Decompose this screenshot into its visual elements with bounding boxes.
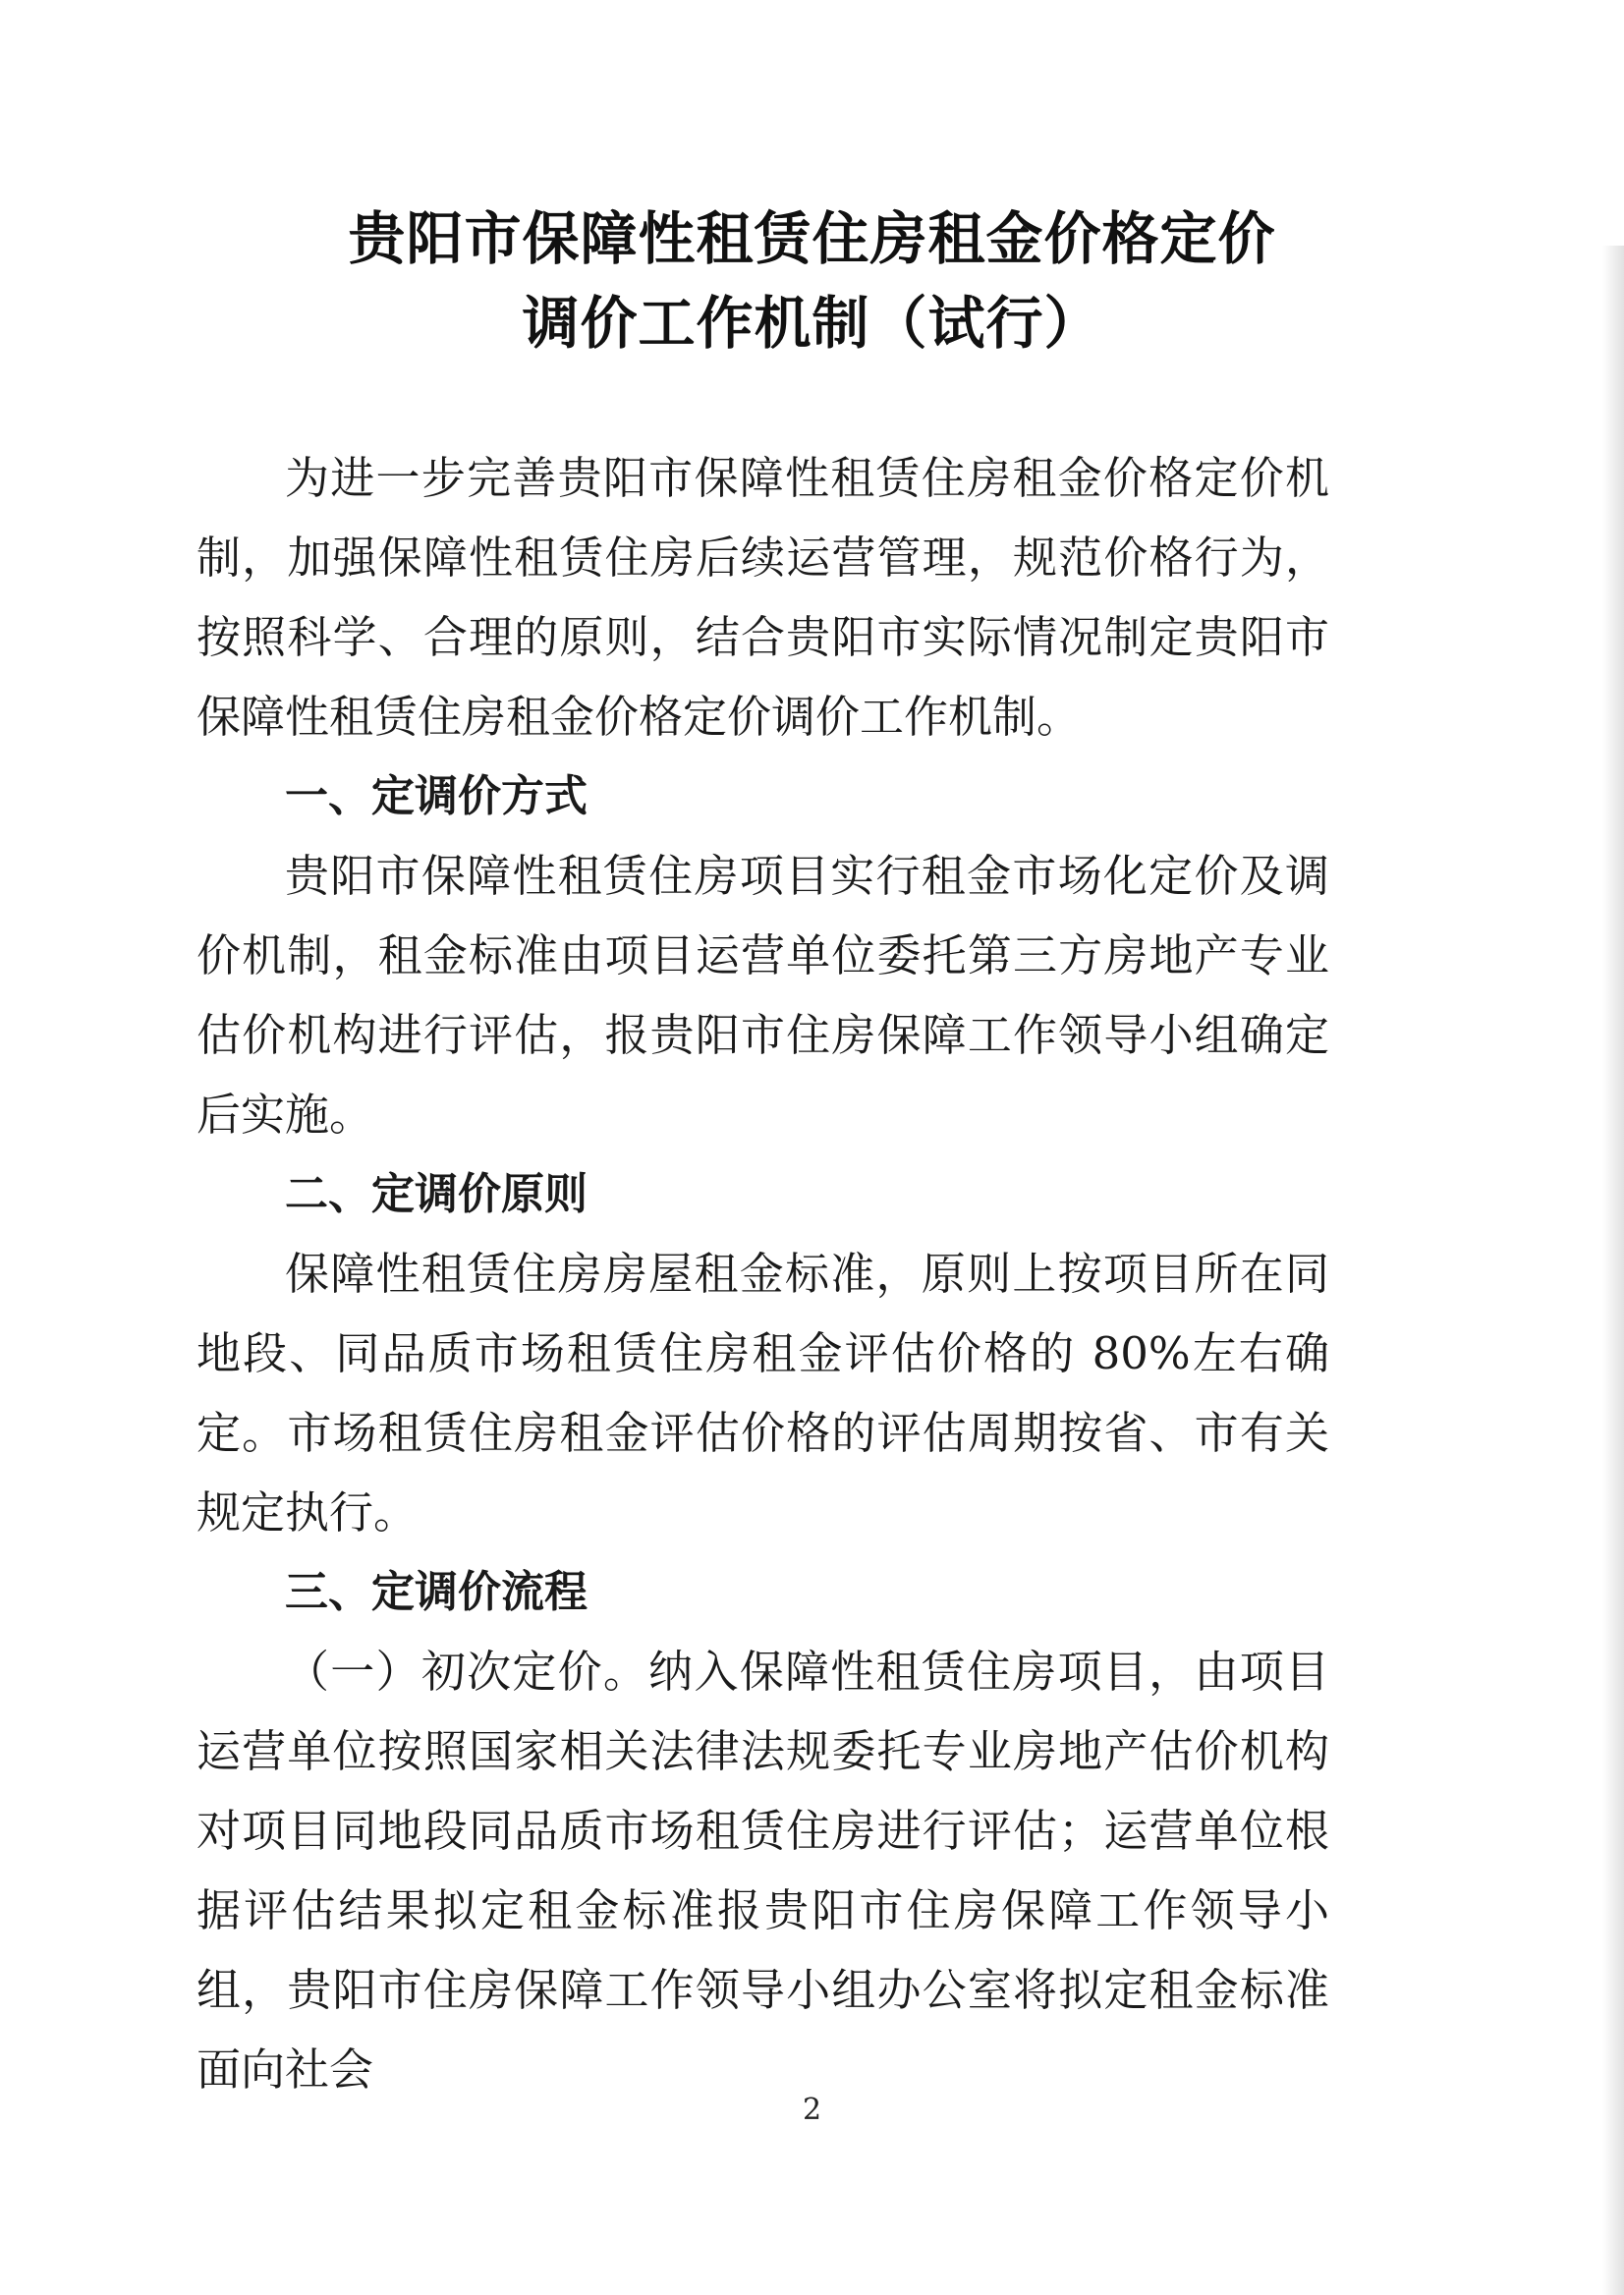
section-heading-3: 三、定调价流程 — [285, 1567, 588, 1617]
document-body — [196, 438, 1329, 2109]
document-title-line-1: 贵阳市保障性租赁住房租金价格定价 — [348, 205, 1276, 272]
intro-paragraph: 为进一步完善贵阳市保障性租赁住房租金价格定价机制，加强保障性租赁住房后续运营管理，规范价格行为，按照科学、合理的原则，结合贵阳市实际情况制定贵阳市保障性租赁住房租金价格定价调价工作机制。 — [196, 452, 1329, 743]
page-number: 2 — [802, 2093, 822, 2127]
section-paragraph-3: （一）初次定价。纳入保障性租赁住房项目，由项目运营单位按照国家相关法律法规委托专业房地产估价机构对项目同地段同品质市场租赁住房进行评估；运营单位根据评估结果拟定租金标准报贵阳市住房保障工作领导小组，贵阳市住房保障工作领导小组办公室将拟定租金标准面向社会 — [196, 1646, 1329, 2096]
section-paragraph-1: 贵阳市保障性租赁住房项目实行租金市场化定价及调价机制，租金标准由项目运营单位委托第三方房地产专业估价机构进行评估，报贵阳市住房保障工作领导小组确定后实施。 — [196, 850, 1329, 1141]
section-heading-2: 二、定调价原则 — [285, 1169, 588, 1219]
scan-edge-shadow — [1602, 246, 1624, 2295]
section-heading-1: 一、定调价方式 — [285, 771, 588, 821]
document-title-line-2: 调价工作机制（试行） — [522, 290, 1102, 357]
section-paragraph-2: 保障性租赁住房房屋租金标准，原则上按项目所在同地段、同品质市场租赁住房租金评估价格的 80%左右确定。市场租赁住房租金评估价格的评估周期按省、市有关规定执行。 — [196, 1248, 1329, 1539]
